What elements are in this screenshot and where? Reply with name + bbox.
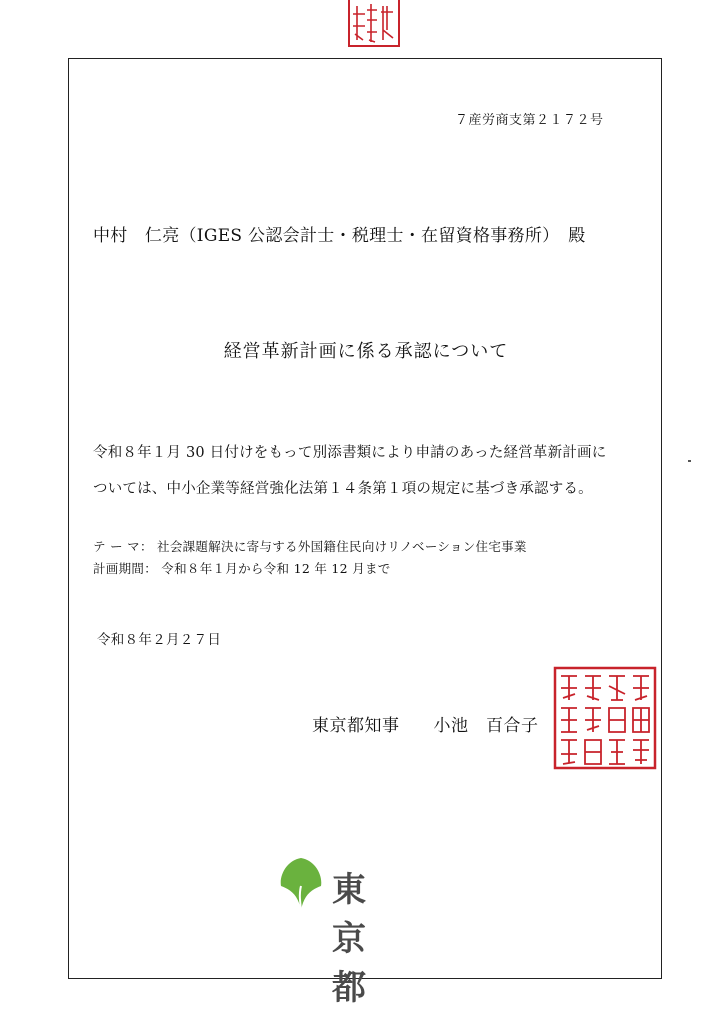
theme-row	[93, 537, 527, 555]
theme-label: テ ー マ：	[93, 539, 153, 554]
period-row	[93, 559, 391, 577]
period-value: 令和８年１月から令和 12 年 12 月まで	[161, 561, 391, 576]
body-line-2: ついては、中小企業等経営強化法第１４条第１項の規定に基づき承認する。	[93, 481, 593, 497]
document-number: ７産労商支第２１７２号	[455, 113, 604, 128]
scan-mark	[688, 460, 691, 462]
ginkgo-leaf-icon	[278, 856, 324, 912]
theme-value: 社会課題解決に寄与する外国籍住民向けリノベーション住宅事業	[157, 539, 527, 554]
signer-title: 東京都知事	[312, 716, 400, 736]
signer	[312, 711, 539, 736]
document-frame	[68, 58, 662, 1008]
document-title: 経営革新計画に係る承認について	[223, 341, 509, 362]
addressee: 中村 仁亮（IGES 公認会計士・税理士・在留資格事務所） 殿	[93, 226, 586, 246]
body-line-1: 令和８年１月 30 日付けをもって別添書類により申請のあった経営革新計画に	[93, 445, 607, 461]
issue-date: 令和８年２月２７日	[97, 632, 222, 648]
period-label: 計画期間：	[93, 561, 158, 576]
signer-name: 小池 百合子	[433, 716, 539, 736]
logo-text: 東京都	[332, 870, 368, 1008]
top-seal-stamp	[343, 0, 405, 52]
official-seal	[553, 666, 657, 770]
